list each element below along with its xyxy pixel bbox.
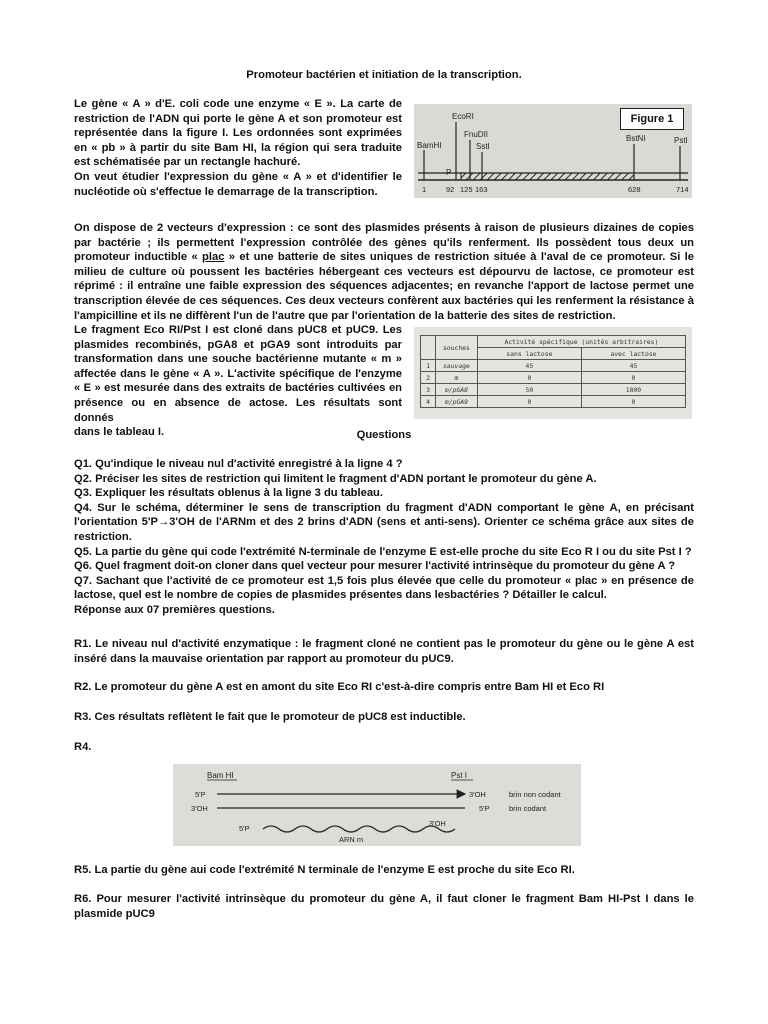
intro-line: restriction de l'ADN qui porte le gène A et son promoteur est [74, 112, 402, 125]
strand-end: 3'OH [191, 804, 208, 813]
table-header-row [421, 336, 686, 348]
cloning-line: dans le tableau I. [74, 426, 165, 439]
question-q4: Q4. Sur le schéma, déterminer le sens de transcription du fragment d'ADN comportant le gène A, en précisant [74, 501, 694, 514]
question-q3: Q3. Expliquer les résultats oblenus à la ligne 3 du tableau. [74, 487, 383, 500]
question-q4: restriction. [74, 530, 132, 543]
paragraph-vectors [74, 221, 694, 323]
cloning-line: plasmides recombinés, pGA8 et pGA9 sont introduits par [74, 338, 402, 351]
questions-heading: Questions [356, 429, 412, 441]
text-span: » et une batterie de sites uniques de restriction située à l'aval de ce promoteur. Si le milieu de culture où poussent les bactéries hébergeant ces vecteurs est dépourvu de lactose, ce promoteur est réprimé : il entraîne une faible expression des séquences adjacentes; en revanche l'apport de lactose permet une transcription élevée de ces séquences. Ces deux vecteurs confèrent aux bactéries qui les renferment la résistance à l'ampicilline et ils ne diffèrent l'un de l'autre que par l'orientation de la batterie des sites de restriction. [74, 251, 694, 322]
mrna-end: 5'P [239, 824, 250, 833]
question-q7: Q7. Sachant que l'activité de ce promoteur est 1,5 fois plus élevée que celle du promoteur « plac » en présence de [74, 574, 694, 587]
question-q5: Q5. La partie du gène qui code l'extrémité N-terminale de l'enzyme E est-elle proche du site Eco R I ou du site Pst I ? [74, 545, 692, 558]
coord-label: 163 [475, 185, 488, 194]
row-number: 2 [421, 372, 436, 384]
mrna-strand [263, 826, 455, 832]
row-souche: m [436, 372, 478, 384]
header-souches: souches [436, 336, 478, 360]
questions-block [74, 457, 694, 618]
intro-paragraph [74, 97, 402, 199]
site-label: FnuDII [464, 130, 489, 139]
row-souche: m/pGA9 [436, 396, 478, 408]
table-cell [421, 336, 436, 360]
answer-r4: R4. [74, 741, 92, 753]
strand-end: 5'P [479, 804, 490, 813]
intro-line: représentée dans la figure I. Les ordonnées sont exprimées [74, 127, 402, 140]
plac-term: plac [202, 251, 225, 264]
header-avec-lactose: avec lactose [581, 348, 685, 360]
row-avec: 1800 [581, 384, 685, 396]
header-sans-lactose: sans lactose [477, 348, 581, 360]
row-souche: m/pGA8 [436, 384, 478, 396]
figure-2-transcription-schema [173, 764, 581, 846]
transcription-schema-svg [173, 764, 581, 846]
question-q2: Q2. Préciser les sites de restriction qui limitent le fragment d'ADN portant le promoteur du gène A. [74, 472, 597, 485]
coord-label: 125 [460, 185, 473, 194]
question-q7: lactose, quel est le nombre de copies de plasmides présentes dans lesbactéries ? Détailler le calcul. [74, 589, 607, 602]
strand-label: brin codant [509, 804, 547, 813]
table-1-activity [414, 327, 692, 419]
cloning-line: Le fragment Eco RI/Pst I est cloné dans pUC8 et pUC9. Les [74, 324, 402, 336]
answer-line: R1. Le niveau nul d'activité enzymatique : le fragment cloné ne contient pas le promoteur du gène ou le gène A est [74, 638, 694, 650]
answer-line: inséré dans la mauvaise orientation par rapport au promoteur du pUC9. [74, 652, 454, 665]
paragraph-cloning [74, 323, 402, 440]
strand-label: brin non codant [509, 790, 561, 799]
site-label: PstI [674, 136, 688, 145]
site-label: BstNI [626, 134, 646, 143]
question-q6: Q6. Quel fragment doit-on cloner dans quel vecteur pour mesurer l'activité intrinsèque du promoteur du gène A ? [74, 560, 676, 573]
mrna-label: ARN m [339, 835, 364, 844]
intro-line: est schématisée par un rectangle hachuré. [74, 156, 301, 169]
answer-line: R6. Pour mesurer l'activité intrinsèque du promoteur du gène A, il faut cloner le fragment Bam HI-Pst I dans le [74, 893, 694, 905]
answer-line: plasmide pUC9 [74, 907, 155, 920]
question-q1: Q1. Qu'indique le niveau nul d'activité enregistré à la ligne 4 ? [74, 458, 403, 470]
site-label: BamHI [417, 141, 442, 150]
coding-region [461, 173, 634, 180]
intro-line: On veut étudier l'expression du gène « A » et d'identifier le [74, 170, 402, 183]
row-number: 3 [421, 384, 436, 396]
row-sans: 0 [477, 372, 581, 384]
activity-table [420, 335, 686, 408]
strand-end: 3'OH [469, 790, 486, 799]
coord-label: 1 [422, 185, 427, 194]
site-label-psti: Pst I [451, 771, 468, 780]
row-avec: 0 [581, 396, 685, 408]
row-souche: sauvage [436, 360, 478, 372]
answer-r5: R5. La partie du gène aui code l'extrémité N terminale de l'enzyme E est proche du site Eco RI. [74, 864, 575, 876]
row-sans: 50 [477, 384, 581, 396]
cloning-line: présence ou en absence de actose. Les résultats sont donnés [74, 396, 402, 424]
table-row [421, 372, 686, 384]
answer-r2: R2. Le promoteur du gène A est en amont du site Eco RI c'est-à-dire compris entre Bam HI et Eco RI [74, 681, 605, 693]
site-label: EcoRI [452, 112, 474, 121]
row-avec: 45 [581, 360, 685, 372]
site-label-bamhi: Bam HI [207, 771, 234, 780]
cloning-line: « E » est mesurée dans des extraits de bactéries cultivées en [74, 382, 402, 395]
tss-marker: P [446, 168, 452, 177]
header-activity: Activité spécifique (unités arbitraires) [477, 336, 685, 348]
table-row [421, 384, 686, 396]
figure-1-label: Figure 1 [620, 108, 684, 130]
table-row [421, 396, 686, 408]
site-label: SstI [476, 142, 490, 151]
question-q4: l'orientation 5'P→3'OH de l'ARNm et des 2 brins d'ADN (sens et anti-sens). Orienter ce schéma grâce aux sites de [74, 516, 694, 529]
answer-r1 [74, 637, 694, 666]
figure-1-restriction-map [414, 104, 692, 198]
coord-label: 92 [446, 185, 455, 194]
intro-line: en « pb » à partir du site Bam HI, la région qui sera traduite [74, 141, 402, 154]
cloning-line: affectée dans le gène « A ». L'activite spécifique de l'enzyme [74, 367, 402, 380]
table-row [421, 360, 686, 372]
intro-line: Le gène « A » d'E. coli code une enzyme « E ». La carte de [74, 98, 402, 110]
intro-line: nucléotide où s'effectue le demarrage de la transcription. [74, 185, 378, 198]
answer-intro: Réponse aux 07 premières questions. [74, 603, 275, 616]
answer-r3: R3. Ces résultats reflètent le fait que le promoteur de pUC8 est inductible. [74, 711, 466, 723]
page-title: Promoteur bactérien et initiation de la transcription. [246, 69, 522, 81]
mrna-end: 3'OH [429, 819, 446, 828]
row-sans: 0 [477, 396, 581, 408]
coord-label: 628 [628, 185, 641, 194]
coord-label: 714 [676, 185, 689, 194]
text-span: On dispose de 2 vecteurs d'expression : ce sont des plasmides présents à raison de plusieurs dizaines de copies par bactérie ; ils permettent l'expression contrôlée des gènes qu'ils renferment. Ils possèdent tous deux un promoteur inductible « [74, 222, 694, 264]
cloning-line: transformation dans une souche bactérienne mutante « m » [74, 353, 402, 366]
row-avec: 0 [581, 372, 685, 384]
row-number: 4 [421, 396, 436, 408]
answer-r6 [74, 892, 694, 921]
row-number: 1 [421, 360, 436, 372]
strand-end: 5'P [195, 790, 206, 799]
row-sans: 45 [477, 360, 581, 372]
